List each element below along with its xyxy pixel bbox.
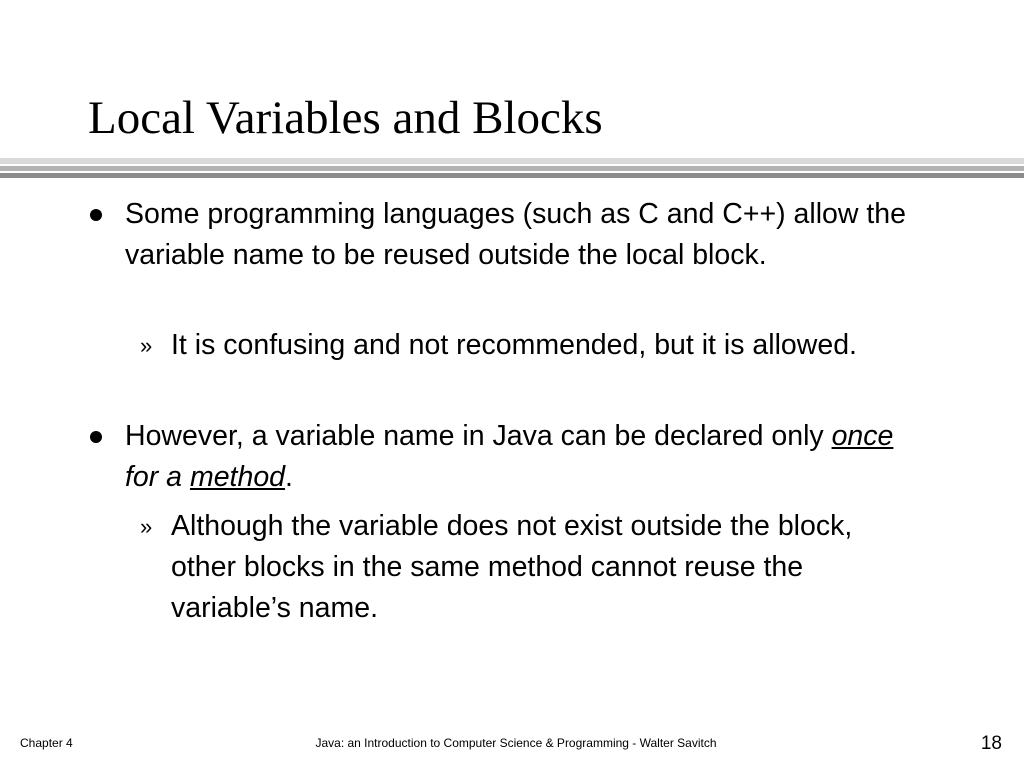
- footer-chapter: Chapter 4: [20, 736, 73, 750]
- title-rule-light: [0, 158, 1024, 164]
- slide-title: Local Variables and Blocks: [88, 92, 603, 144]
- title-rule-dark: [0, 173, 1024, 178]
- sub-bullet-text: It is confusing and not recommended, but it is allowed.: [171, 329, 857, 361]
- sub-bullet-text: Although the variable does not exist outside the block, other blocks in the same method cannot reuse the variable’s name.: [171, 510, 853, 624]
- bullet-text: Some programming languages (such as C and C++) allow the variable name to be reused outside the local block.: [125, 198, 906, 271]
- bullet-text-part: However, a variable name in Java can be declared only: [125, 420, 832, 452]
- emphasis-method: method: [189, 461, 286, 493]
- sub-bullet-marker: »: [140, 514, 153, 539]
- bullet-text-part: .: [285, 461, 293, 493]
- sub-bullet-marker: »: [140, 333, 153, 358]
- bullet-dot-icon: [90, 431, 102, 443]
- emphasis-for-a: for a: [125, 461, 190, 493]
- bullet-dot-icon: [90, 209, 102, 221]
- title-rule-medium: [0, 166, 1024, 171]
- emphasis-once: once: [831, 420, 894, 452]
- title-rule: [0, 158, 1024, 180]
- bullet-text: [125, 416, 925, 498]
- page-number: 18: [980, 733, 1002, 754]
- footer-course-title: Java: an Introduction to Computer Science & Programming - Walter Savitch: [315, 736, 717, 750]
